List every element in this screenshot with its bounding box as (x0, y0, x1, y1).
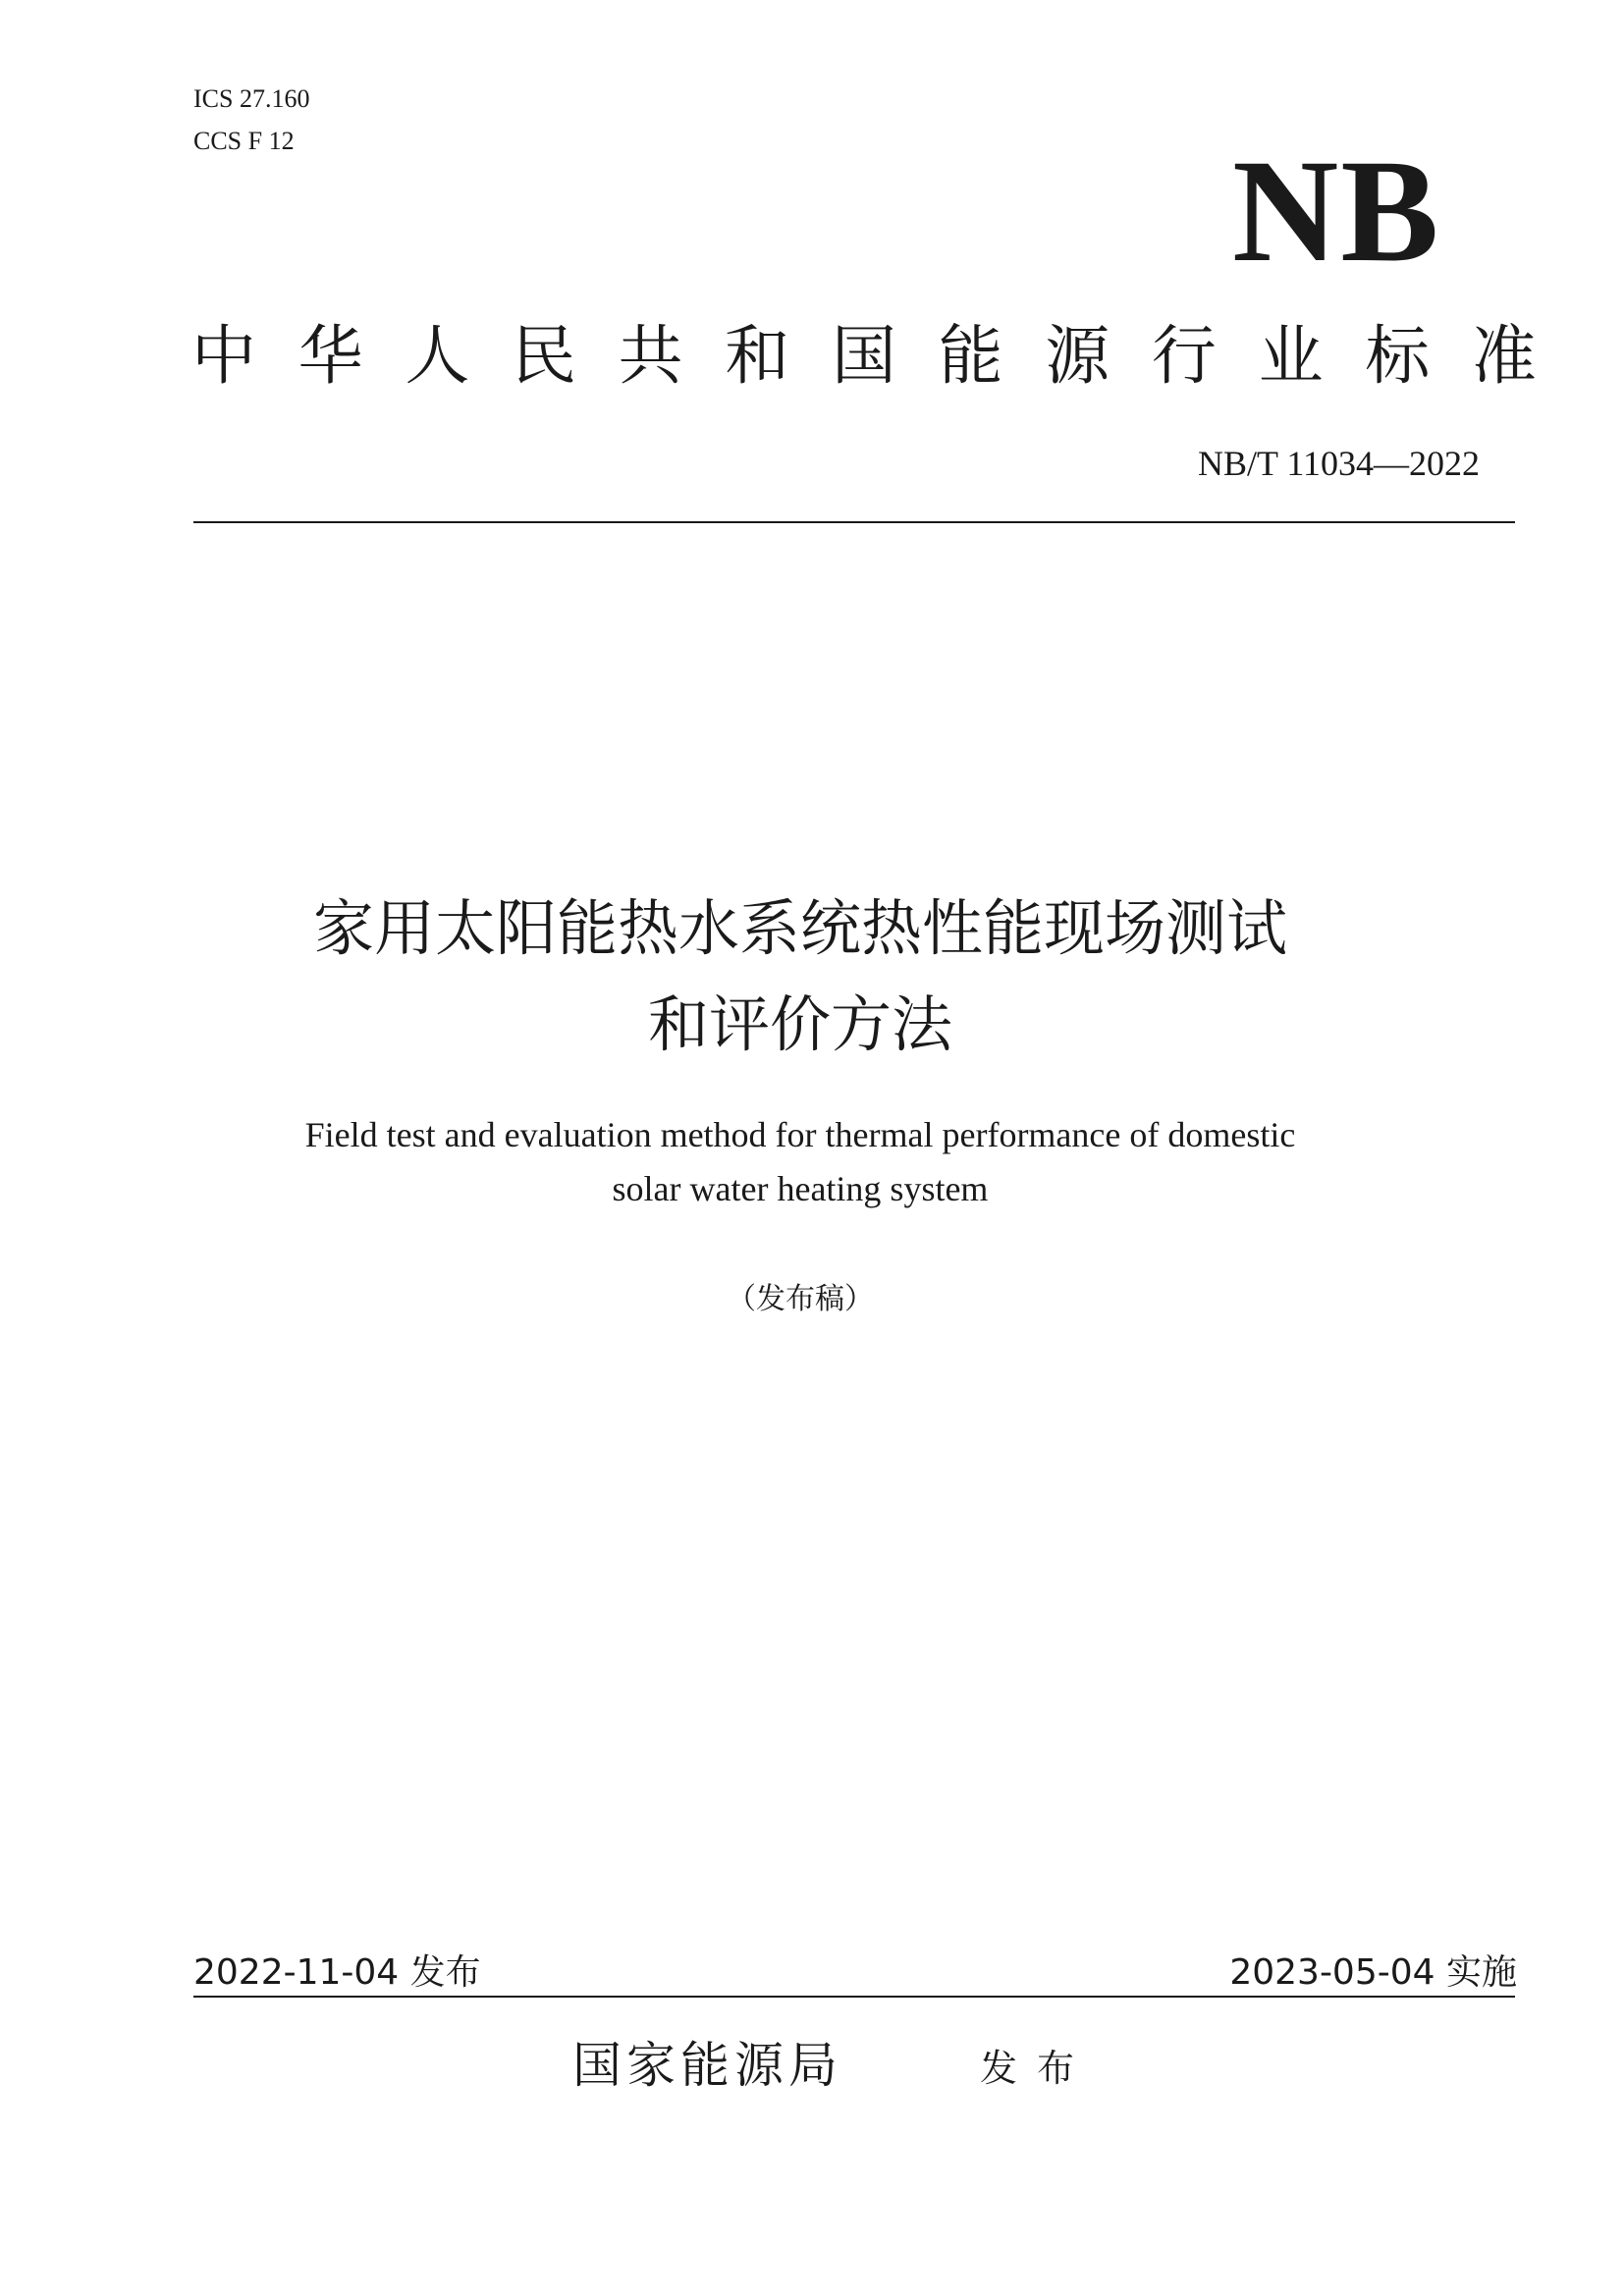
standard-type-char: 业 (1258, 318, 1324, 394)
standard-type-char: 民 (511, 318, 576, 394)
title-english-line-1: Field test and evaluation method for thermal performance of domestic (304, 1115, 1296, 1154)
standard-type-char: 行 (1151, 318, 1217, 394)
standard-type-char: 国 (831, 318, 896, 394)
title-chinese-line-1: 家用太阳能热水系统热性能现场测试 (312, 892, 1287, 964)
draft-status-note: （发布稿） (727, 1282, 874, 1316)
standard-type-char: 标 (1365, 318, 1431, 394)
standard-type-char: 人 (405, 318, 470, 394)
standard-type-char: 中 (191, 318, 256, 394)
standard-type-char: 准 (1471, 318, 1537, 394)
nb-logo: NB (1232, 130, 1441, 293)
footer-divider (193, 1996, 1515, 1998)
standard-type-char: 能 (938, 318, 1003, 394)
header-divider (193, 521, 1515, 523)
standard-type-char: 源 (1045, 318, 1110, 394)
issue-label: 发布 (980, 2047, 1095, 2090)
issuing-authority: 国家能源局 (572, 2037, 842, 2094)
issue-date: 2022-11-04 发布 (193, 1952, 481, 1993)
standard-type-char: 华 (298, 318, 363, 394)
ccs-code: CCS F 12 (193, 127, 295, 155)
standard-type-char: 和 (725, 318, 790, 394)
title-english-line-2: solar water heating system (612, 1169, 989, 1208)
standard-type-char: 共 (618, 318, 683, 394)
standard-type-heading (191, 317, 1537, 396)
title-chinese-line-2: 和评价方法 (647, 988, 952, 1060)
implementation-date: 2023-05-04 实施 (1229, 1952, 1517, 1993)
ics-code: ICS 27.160 (193, 84, 310, 113)
standard-number: NB/T 11034—2022 (1197, 444, 1480, 483)
